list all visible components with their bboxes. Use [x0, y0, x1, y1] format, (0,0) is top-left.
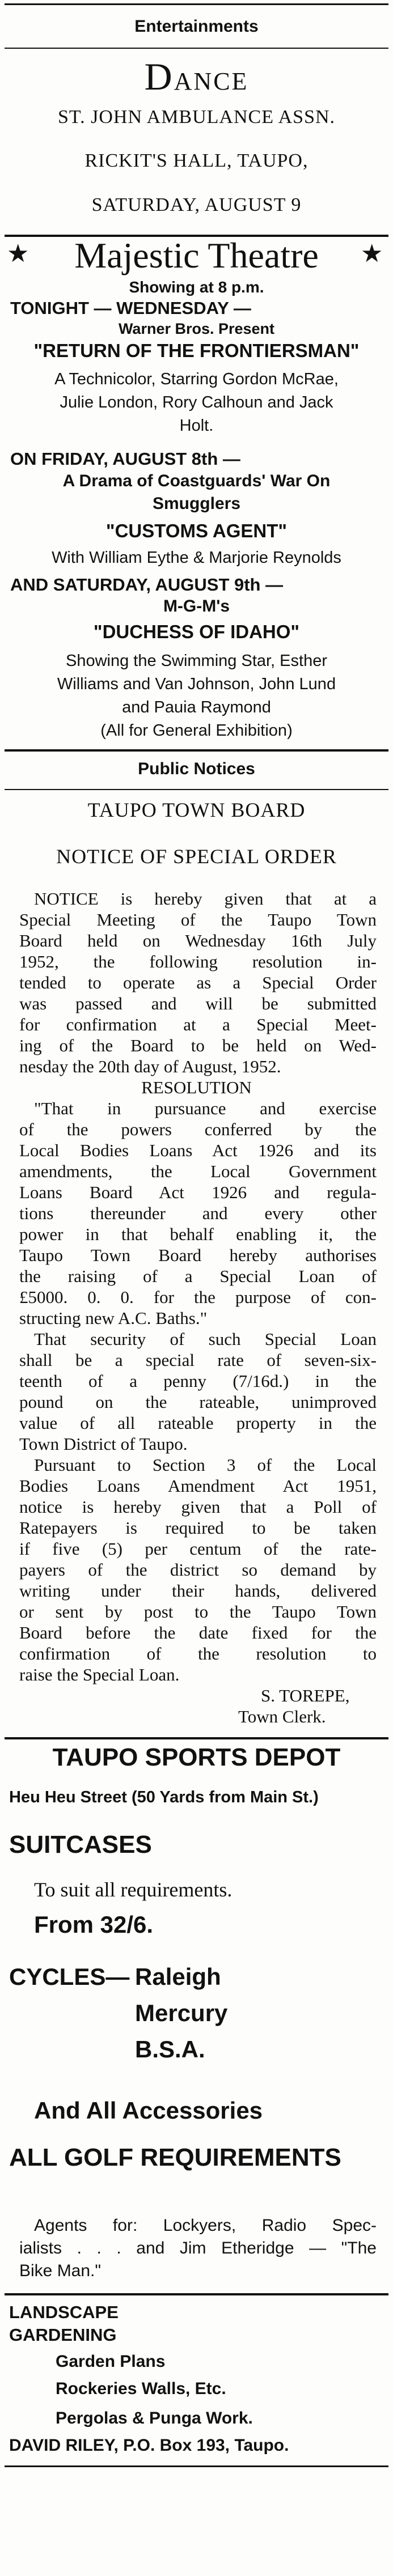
rule	[5, 2293, 388, 2295]
text-line: Town District of Taupo.	[19, 1434, 188, 1454]
signatory-title: Town Clerk.	[238, 1707, 326, 1726]
text-line: Special Meeting of the Taupo Town	[19, 910, 377, 930]
film-desc-line: Julie London, Rory Calhoun and Jack	[60, 393, 333, 411]
text-line: That security of such Special Loan	[34, 1329, 377, 1349]
text-line: if five (5) per centum of the rate-	[19, 1539, 377, 1559]
signatory: S. TOREPE,	[261, 1686, 350, 1705]
studio: M-G-M's	[163, 597, 230, 616]
tonight-line: TONIGHT — WEDNESDAY —	[10, 298, 251, 318]
cycle-brand: B.S.A.	[135, 2036, 205, 2063]
film-desc-line: A Technicolor, Starring Gordon McRae,	[54, 370, 339, 388]
section-header-public-notices: Public Notices	[138, 759, 255, 778]
text-line: Loans Board Act 1926 and regula-	[19, 1182, 377, 1202]
text-line: confirmation of the resolution to	[19, 1644, 377, 1663]
film-title-2: "CUSTOMS AGENT"	[105, 520, 288, 541]
text-line: was passed and will be submitted	[19, 994, 377, 1013]
saturday-line: AND SATURDAY, AUGUST 9th —	[10, 575, 284, 595]
text-line: 1952, the following resolution in-	[19, 952, 377, 971]
text-line: Ratepayers is required to be taken	[19, 1518, 377, 1538]
text-line: Pursuant to Section 3 of the Local	[34, 1455, 377, 1475]
star-icon: ★	[7, 239, 29, 268]
suitcases-heading: SUITCASES	[9, 1831, 152, 1858]
film-desc-line: Williams and Van Johnson, John Lund	[57, 675, 336, 693]
section-header-entertainments: Entertainments	[134, 17, 259, 36]
text-line: Bodies Loans Amendment Act 1951,	[19, 1476, 377, 1496]
text-line: tions thereunder and every other	[19, 1203, 377, 1223]
theatre-name: Majestic Theatre	[74, 235, 319, 275]
top-rule	[5, 3, 388, 5]
text-line: shall be a special rate of seven-six-	[19, 1350, 377, 1370]
film-desc-line: (All for General Exhibition)	[100, 722, 293, 740]
text-line: ialists . . . and Jim Etheridge — "The	[19, 2239, 377, 2257]
text-line: amendments, the Local Government	[19, 1161, 377, 1181]
cycle-brand: Mercury	[135, 2000, 228, 2026]
text-line: Local Bodies Loans Act 1926 and its	[19, 1140, 377, 1160]
dance-organiser: ST. JOHN AMBULANCE ASSN.	[57, 107, 336, 128]
film-title-3: "DUCHESS OF IDAHO"	[93, 621, 300, 642]
text-line: Board held on Wednesday 16th July	[19, 931, 377, 950]
text-line: Board before the date fixed for the	[19, 1623, 377, 1643]
text-line: "That in pursuance and exercise	[34, 1098, 377, 1118]
dance-venue: RICKIT'S HALL, TAUPO,	[84, 150, 309, 171]
text-line: Agents for: Lockyers, Radio Spec-	[34, 2216, 377, 2235]
landscape-heading: LANDSCAPE	[9, 2302, 119, 2322]
showing-time: Showing at 8 p.m.	[129, 278, 264, 296]
text-line: for confirmation at a Special Meet-	[19, 1015, 377, 1034]
text-line: structing new A.C. Baths."	[19, 1308, 208, 1328]
film-desc-line: Showing the Swimming Star, Esther	[66, 652, 327, 670]
landscape-item: Pergolas & Punga Work.	[56, 2409, 253, 2428]
dance-date: SATURDAY, AUGUST 9	[91, 194, 302, 215]
cycle-brand: Raleigh	[135, 1963, 221, 1990]
landscape-item: Garden Plans	[56, 2352, 166, 2371]
star-icon: ★	[361, 239, 383, 268]
rule	[5, 789, 388, 790]
sports-depot-name: TAUPO SPORTS DEPOT	[52, 1743, 341, 1771]
resolution-heading: RESOLUTION	[141, 1077, 252, 1097]
cycles-label: CYCLES—	[9, 1963, 130, 1990]
film-desc-line: Smugglers	[152, 494, 241, 513]
dance-title: DANCE	[144, 55, 249, 98]
film-desc-line: Holt.	[179, 417, 214, 435]
presenter: Warner Bros. Present	[118, 320, 275, 337]
text-line: power in that behalf enabling it, the	[19, 1224, 377, 1244]
text-line: £5000. 0. 0. for the purpose of con-	[19, 1287, 377, 1307]
text-line: notice is hereby given that a Poll of	[19, 1497, 377, 1517]
film-cast: With William Eythe & Marjorie Reynolds	[52, 549, 341, 567]
accessories: And All Accessories	[34, 2097, 263, 2124]
rule	[5, 48, 388, 49]
text-line: ing of the Board to be held on Wed-	[19, 1036, 377, 1055]
film-desc-line: A Drama of Coastguards' War On	[62, 472, 331, 490]
sports-depot-address: Heu Heu Street (50 Yards from Main St.)	[9, 1788, 319, 1806]
text-line: Bike Man."	[19, 2261, 102, 2280]
notice-title: NOTICE OF SPECIAL ORDER	[56, 845, 337, 868]
landscape-heading: GARDENING	[9, 2325, 117, 2345]
suitcases-price: From 32/6.	[34, 1911, 154, 1938]
film-title-1: "RETURN OF THE FRONTIERSMAN"	[33, 340, 360, 361]
bottom-rule	[5, 2465, 388, 2467]
golf-requirements: ALL GOLF REQUIREMENTS	[9, 2144, 341, 2171]
text-line: or sent by post to the Taupo Town	[19, 1602, 377, 1622]
landscape-contact: DAVID RILEY, P.O. Box 193, Taupo.	[9, 2436, 289, 2455]
text-line: NOTICE is hereby given that at a	[34, 889, 377, 909]
text-line: raise the Special Loan.	[19, 1665, 180, 1684]
text-line: writing under their hands, delivered	[19, 1581, 377, 1601]
text-line: pound on the rateable, unimproved	[19, 1392, 377, 1412]
rule	[5, 749, 388, 752]
landscape-item: Rockeries Walls, Etc.	[56, 2379, 226, 2398]
rule	[5, 1737, 388, 1739]
text-line: the raising of a Special Loan of	[19, 1266, 377, 1286]
film-desc-line: and Pauia Raymond	[122, 698, 271, 716]
text-line: value of all rateable property in the	[19, 1413, 377, 1433]
text-line: of the powers conferred by the	[19, 1119, 377, 1139]
suitcases-line: To suit all requirements.	[34, 1878, 233, 1901]
text-line: Taupo Town Board hereby authorises	[19, 1245, 377, 1265]
text-line: tended to operate as a Special Order	[19, 973, 377, 992]
board-name: TAUPO TOWN BOARD	[87, 799, 306, 821]
text-line: nesday the 20th day of August, 1952.	[19, 1056, 281, 1076]
text-line: payers of the district so demand by	[19, 1560, 377, 1580]
text-line: teenth of a penny (7/16d.) in the	[19, 1371, 377, 1391]
friday-line: ON FRIDAY, AUGUST 8th —	[10, 449, 240, 469]
